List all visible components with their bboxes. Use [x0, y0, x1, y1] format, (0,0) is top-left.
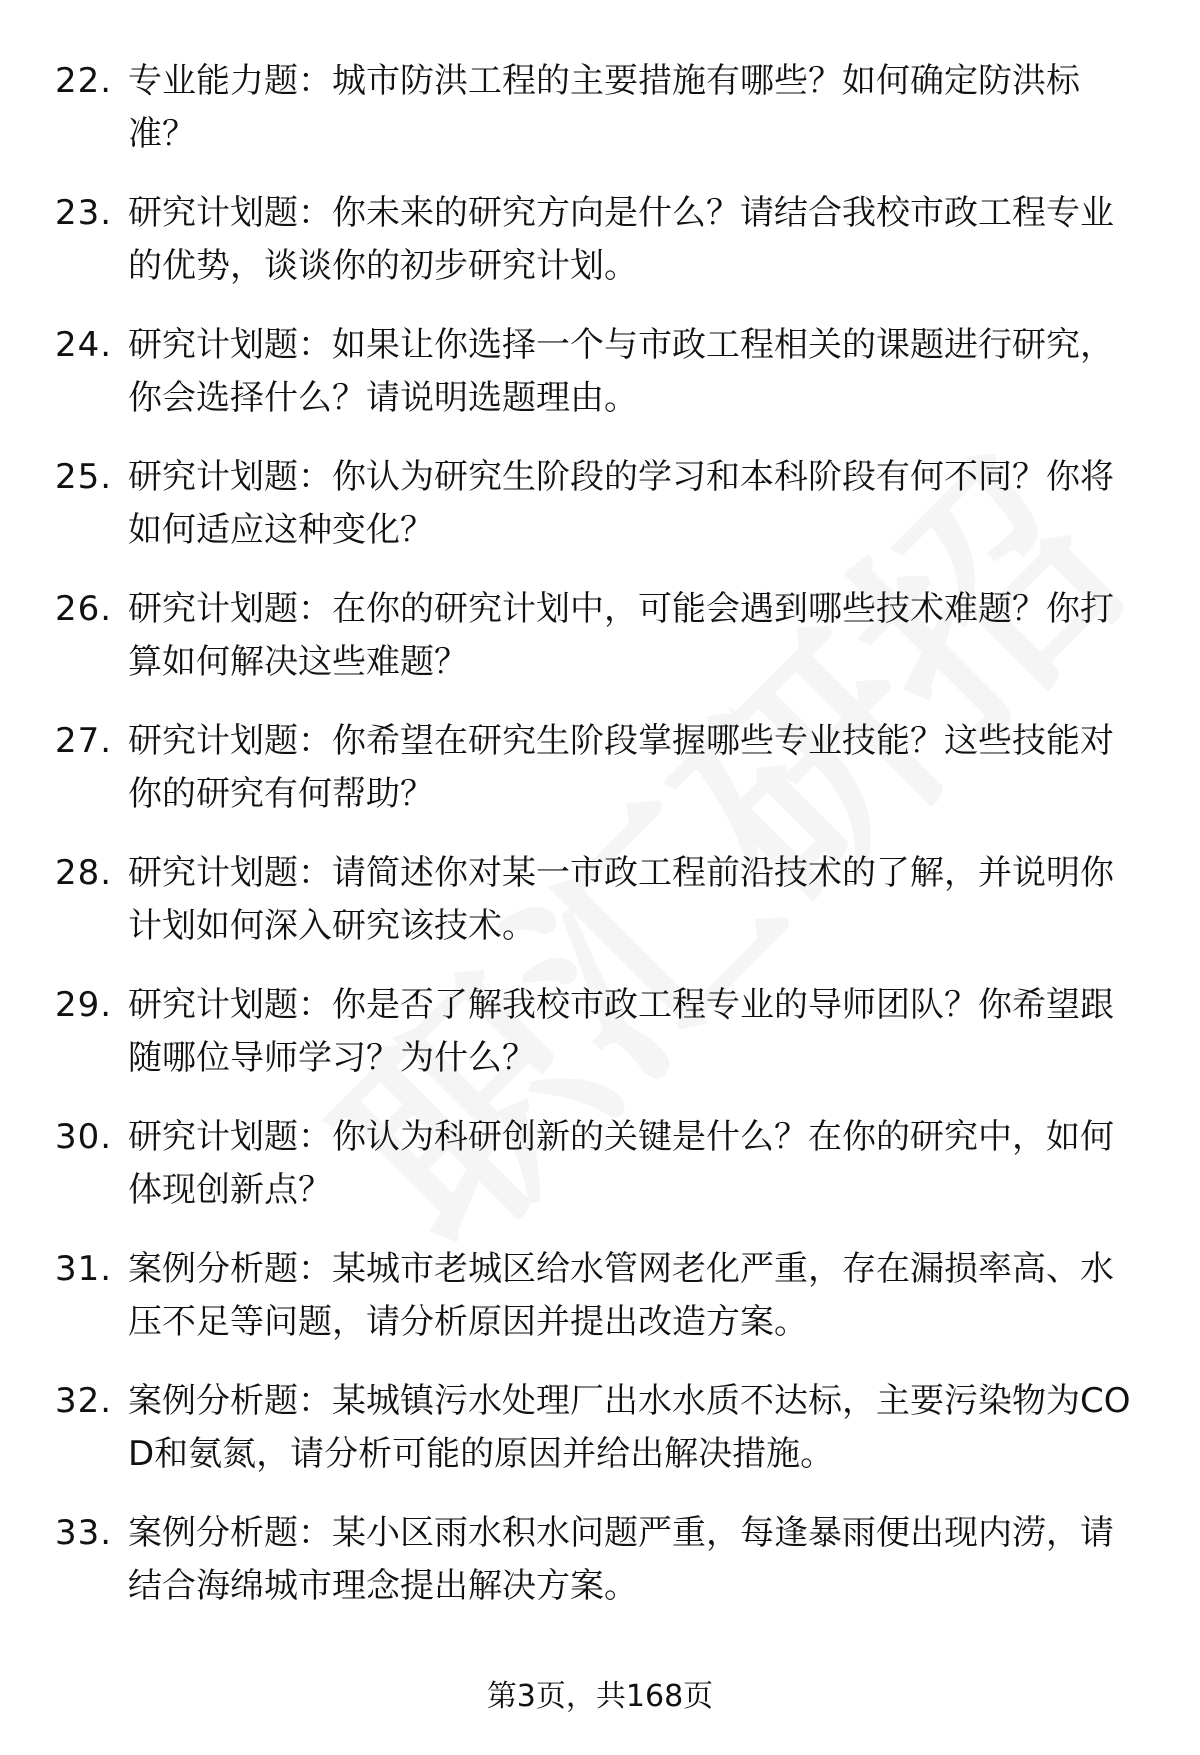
question-item [0, 979, 1200, 1111]
question-item [0, 847, 1200, 979]
question-item [0, 1507, 1200, 1639]
question-item [0, 1243, 1200, 1375]
question-item [0, 1111, 1200, 1243]
question-number: 22. [55, 61, 113, 101]
question-text: 研究计划题：在你的研究计划中，可能会遇到哪些技术难题？你打算如何解决这些难题？ [128, 589, 1114, 682]
question-number: 32. [55, 1381, 113, 1421]
question-text: 案例分析题：某城市老城区给水管网老化严重，存在漏损率高、水压不足等问题，请分析原因并提出改造方案。 [128, 1249, 1114, 1342]
question-text: 研究计划题：你未来的研究方向是什么？请结合我校市政工程专业的优势，谈谈你的初步研究计划。 [128, 193, 1114, 286]
question-text: 研究计划题：你认为科研创新的关键是什么？在你的研究中，如何体现创新点？ [128, 1117, 1114, 1210]
question-number: 31. [55, 1249, 113, 1289]
page-footer: 第3页，共168页 [486, 1679, 714, 1714]
question-text: 研究计划题：你希望在研究生阶段掌握哪些专业技能？这些技能对你的研究有何帮助？ [128, 721, 1114, 814]
question-number: 28. [55, 853, 113, 893]
question-item [0, 715, 1200, 847]
question-text: 专业能力题：城市防洪工程的主要措施有哪些？如何确定防洪标准？ [128, 61, 1080, 154]
question-list [0, 55, 1200, 1639]
question-item [0, 319, 1200, 451]
question-number: 23. [55, 193, 113, 233]
question-text: 案例分析题：某城镇污水处理厂出水水质不达标，主要污染物为COD和氨氮，请分析可能的原因并给出解决措施。 [128, 1381, 1131, 1474]
question-number: 30. [55, 1117, 113, 1157]
question-text: 研究计划题：你是否了解我校市政工程专业的导师团队？你希望跟随哪位导师学习？为什么？ [128, 985, 1114, 1078]
question-item [0, 451, 1200, 583]
question-text: 案例分析题：某小区雨水积水问题严重，每逢暴雨便出现内涝，请结合海绵城市理念提出解决方案。 [128, 1513, 1114, 1606]
question-item [0, 187, 1200, 319]
question-number: 29. [55, 985, 113, 1025]
question-item [0, 55, 1200, 187]
question-text: 研究计划题：请简述你对某一市政工程前沿技术的了解，并说明你计划如何深入研究该技术。 [128, 853, 1114, 946]
question-text: 研究计划题：如果让你选择一个与市政工程相关的课题进行研究，你会选择什么？请说明选题理由。 [128, 325, 1114, 418]
question-number: 26. [55, 589, 113, 629]
question-item [0, 1375, 1200, 1507]
question-text: 研究计划题：你认为研究生阶段的学习和本科阶段有何不同？你将如何适应这种变化？ [128, 457, 1114, 550]
question-number: 25. [55, 457, 113, 497]
question-number: 33. [55, 1513, 113, 1553]
question-number: 24. [55, 325, 113, 365]
question-number: 27. [55, 721, 113, 761]
question-item [0, 583, 1200, 715]
